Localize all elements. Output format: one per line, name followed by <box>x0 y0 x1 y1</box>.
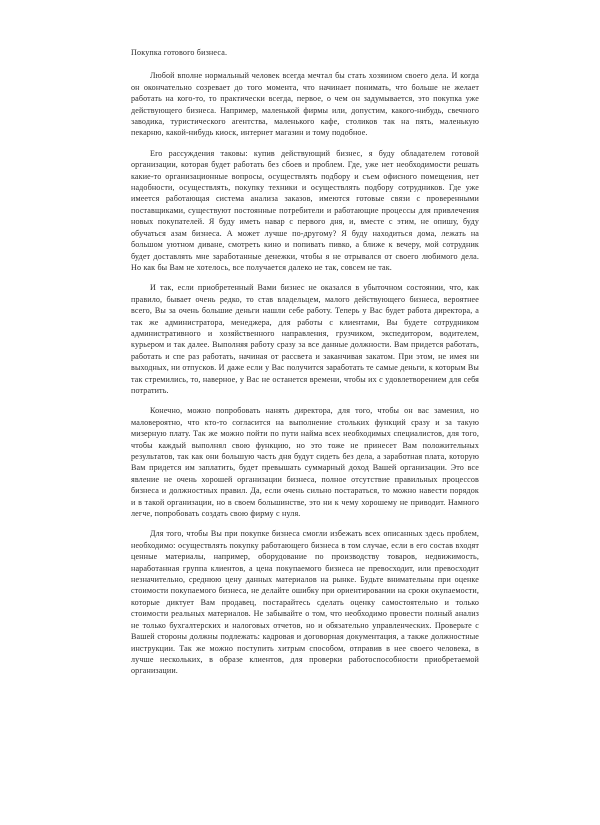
paragraph-1: Любой вполне нормальный человек всегда мечтал бы стать хозяином своего дела. И когда он окончательно созревает до того момента, что начинает понимать, что больше не желает работать на кого-то, то практически всегда, первое, о чем он задумывается, это покупка уже действующего бизнеса. Например, маленькой фирмы или, допустим, какого-нибудь, свечного заводика, туристического агентства, маленького кафе, столиков так на пять, маленькую пекарню, какой-нибудь киоск, интернет магазин и тому подобное. <box>131 71 479 138</box>
paragraph-3: И так, если приобретенный Вами бизнес не оказался в убыточном состоянии, что, как правило, бывает очень редко, то став владельцем, малого действующего бизнеса, вероятнее всего, Вы за очень большие деньги нашли себе работу. Теперь у Вас будет работа директора, а так же администратора, менеджера, для работы с клиентами, Вы будете сотрудником административного и хозяйственного направления, грузчиком, экспедитором, водителем, курьером и так далее. Выполняя работу сразу за все данные должности. Вам придется работать, работать и спе раз работать, начиная от рассвета и заканчивая закатом. При этом, не имея ни выходных, ни отпусков. И даже если у Вас получится заработать те самые деньги, к которым Вы так стремились, то, наверное, у Вас не останется времени, чтобы их с удовлетворением для себя потратить. <box>131 283 479 395</box>
paragraph-2: Его рассуждения таковы: купив действующий бизнес, я буду обладателем готовой организации, которая будет работать без сбоев и проблем. Где, уже нет необходимости решать какие-то организационные вопросы, осуществлять подбору и съем офисного помещения, нет надобности, осуществлять, покупку техники и осуществлять подбору сотрудников. Где уже имеется работающая система анализа заказов, имеются готовые связи с проверенными поставщиками, существуют постоянные потребители и работающие процессы для привлечения новых покупателей. Я буду иметь навар с первого дня, и, вместе с этим, не опишу, буду обучаться азам бизнеса. А может лучше по-другому? Я буду находиться дома, лежать на большом уютном диване, смотреть кино и попивать пивко, а ближе к вечеру, мой сотрудник будет доставлять мне заработанные денежки, чтобы я не отрывался от своего любимого дела. Но как бы Вам не хотелось, все получается далеко не так, совсем не так. <box>131 148 479 272</box>
document-title: Покупка готового бизнеса. <box>131 48 228 57</box>
paragraph-5: Для того, чтобы Вы при покупке бизнеса смогли избежать всех описанных здесь проблем, необходимо: осуществлять покупку работающего бизнеса в том случае, если в его состав входят ценные материалы, например, оборудование по производству товаров, недвижимость, наработанная группа клиентов, а цена покупаемого бизнеса не превосходит, или превосходит незначительно, среднюю цену данных материалов на рынке. Будьте внимательны при оценке стоимости покупаемого бизнеса, не делайте ошибку при ориентировании на сроки окупаемости, которые диктует Вам продавец, постарайтесь сделать оценку самостоятельно и только стоимости реальных материалов. Не забывайте о том, что необходимо провести полный анализ не только бухгалтерских и налоговых отчетов, но и обязательно управленческих. Проверьте с Вашей стороны должны подлежать: кадровая и договорная документация, а также должностные инструкции. Так же можно поступить хитрым способом, отправив в нее своего человека, в лучше нескольких, в образе клиентов, для проверки работоспособности приобретаемой организации. <box>131 529 479 676</box>
document-text-block <box>131 47 479 677</box>
paragraph-4: Конечно, можно попробовать нанять директора, для того, чтобы он вас заменил, но маловероятно, что кто-то согласится на выполнение стольких функций сразу и за такую мизерную плату. Так же можно пойти по пути найма всех необходимых специалистов, для того, чтобы каждый выполнял свою функцию, но это тоже не принесет Вам положительных результатов, так как они большую часть дня будут сидеть без дела, а заработная плата, которую Вам придется им заплатить, будет превышать суммарный доход Вашей организации. Это все явление не очень хорошей организации бизнеса, полное отсутствие правильных процессов бизнеса и должностных правил. Да, если очень сильно постараться, то можно навести порядок и в такой организации, но в своем большинстве, это ни к чему хорошему не приводит. Намного легче, попробовать создать свою фирму с нуля. <box>131 406 479 519</box>
